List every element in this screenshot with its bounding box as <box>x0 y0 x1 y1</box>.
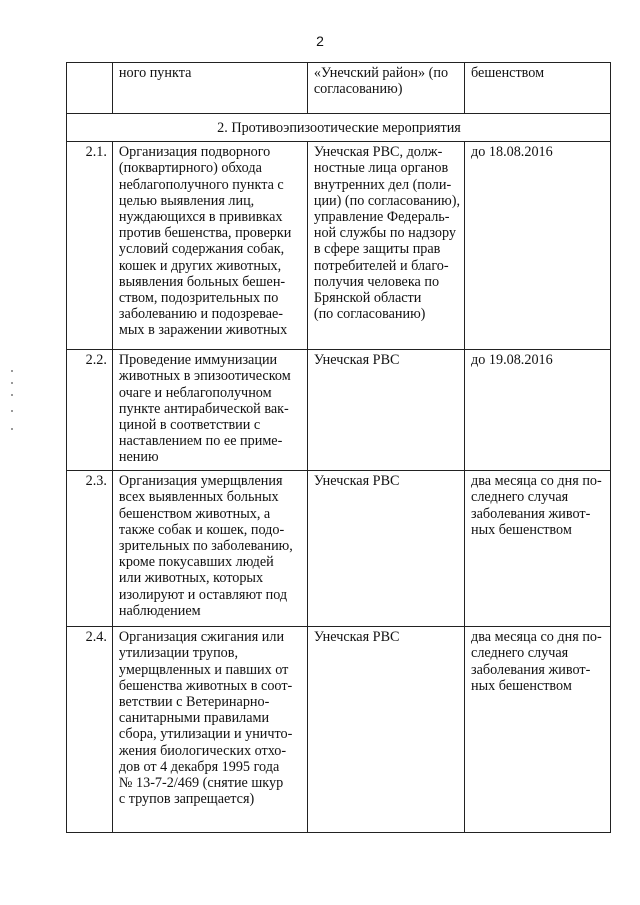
text-line: согласованию) <box>313 81 403 98</box>
responsible-party <box>307 350 464 471</box>
text-line: (по согласованию) <box>313 306 426 323</box>
text-line: до 19.08.2016 <box>471 352 553 369</box>
text-line: зрительных по заболеванию, <box>118 538 293 555</box>
text-line: наставлением по ее приме- <box>118 433 283 450</box>
text-line: дов от 4 декабря 1995 года <box>118 758 280 775</box>
text-line: пункте антирабической вак- <box>118 400 289 417</box>
text-line: нению <box>118 449 159 466</box>
text-line: кроме покусавших людей <box>118 554 274 571</box>
text-line: Организация сжигания или <box>118 629 285 646</box>
text-line: всех выявленных больных <box>118 489 279 506</box>
text-line: потребителей и благо- <box>313 257 449 274</box>
deadline <box>465 63 611 114</box>
text-line: два месяца со дня по- <box>471 473 602 490</box>
text-line: санитарными правилами <box>118 710 270 727</box>
text-line: бешенством <box>471 65 545 81</box>
text-line: Унечская РВС <box>313 629 400 646</box>
text-line: кошек и других животных, <box>118 257 282 274</box>
text-line: Унечская РВС, долж- <box>313 144 443 161</box>
text-line: бешенством животных, а <box>118 505 271 522</box>
text-line: утилизации трупов, <box>118 645 239 662</box>
text-line: Унечская РВС <box>313 473 400 490</box>
text-line: следнего случая <box>471 489 569 506</box>
text-line: циной в соответствии с <box>118 417 261 434</box>
measure-description <box>112 627 307 833</box>
deadline <box>465 142 611 350</box>
text-line: Организация подворного <box>118 144 271 161</box>
text-line: в сфере защиты прав <box>313 241 441 258</box>
row-number: 2.1. <box>67 142 113 350</box>
measure-description <box>112 142 307 350</box>
text-line: неблагополучного пункта с <box>118 176 284 193</box>
text-line: выявления больных бешен- <box>118 273 286 290</box>
text-line: «Унечский район» (по <box>313 65 449 81</box>
row-number <box>67 63 113 114</box>
table-row-continuation <box>67 63 611 114</box>
text-line: заболевания живот- <box>471 661 591 678</box>
text-line: ветствии с Ветеринарно- <box>118 694 270 711</box>
text-line: (поквартирного) обхода <box>118 160 262 177</box>
text-line: сбора, утилизации и уничто- <box>118 726 293 743</box>
row-number: 2.3. <box>67 471 113 627</box>
text-line: очаге и неблагополучном <box>118 384 272 401</box>
margin-marks <box>11 370 15 460</box>
text-line: ных бешенством <box>471 677 572 694</box>
text-line: бешенства животных в соот- <box>118 677 293 694</box>
text-line: до 18.08.2016 <box>471 144 553 161</box>
responsible-party <box>307 63 464 114</box>
deadline <box>465 627 611 833</box>
measure-description <box>112 63 307 114</box>
table-row <box>67 350 611 471</box>
text-line: Брянской области <box>313 290 422 307</box>
text-line: получия человека по <box>313 273 440 290</box>
text-line: нуждающихся в прививках <box>118 209 283 226</box>
text-line: или животных, которых <box>118 570 264 587</box>
text-line: ством, подозрительных по <box>118 290 279 307</box>
table-row <box>67 471 611 627</box>
row-number: 2.4. <box>67 627 113 833</box>
table-row <box>67 627 611 833</box>
table-row <box>67 142 611 350</box>
text-line: ных бешенством <box>471 521 572 538</box>
section-title: 2. Противоэпизоотические мероприятия <box>217 120 461 136</box>
deadline <box>465 350 611 471</box>
page-number: 2 <box>316 33 324 49</box>
text-line: умерщвленных и павших от <box>118 661 289 678</box>
responsible-party <box>307 142 464 350</box>
text-line: животных в эпизоотическом <box>118 368 291 385</box>
measure-description <box>112 350 307 471</box>
text-line: условий содержания собак, <box>118 241 285 258</box>
text-line: следнего случая <box>471 645 569 662</box>
text-line: мых в заражении животных <box>118 322 288 339</box>
section-header-row <box>67 114 611 142</box>
text-line: ции) (по согласованию), <box>313 192 460 209</box>
text-line: внутренних дел (поли- <box>313 176 452 193</box>
text-line: управление Федераль- <box>313 209 450 226</box>
text-line: изолируют и оставляют под <box>118 586 288 603</box>
section-header <box>67 114 611 142</box>
text-line: заболеванию и подозревае- <box>118 306 284 323</box>
deadline <box>465 471 611 627</box>
text-line: Проведение иммунизации <box>118 352 278 369</box>
text-line: с трупов запрещается) <box>118 791 255 808</box>
measure-description <box>112 471 307 627</box>
text-line: № 13-7-2/469 (снятие шкур <box>118 775 284 792</box>
text-line: против бешенства, проверки <box>118 225 292 242</box>
text-line: Унечская РВС <box>313 352 400 369</box>
responsible-party <box>307 471 464 627</box>
text-line: заболевания живот- <box>471 505 591 522</box>
text-line: ностные лица органов <box>313 160 449 177</box>
text-line: жения биологических отхо- <box>118 742 287 759</box>
text-line: два месяца со дня по- <box>471 629 602 646</box>
measures-table <box>66 62 611 833</box>
responsible-party <box>307 627 464 833</box>
text-line: Организация умерщвления <box>118 473 283 490</box>
text-line: наблюдением <box>118 602 201 619</box>
row-number: 2.2. <box>67 350 113 471</box>
text-line: также собак и кошек, подо- <box>118 521 285 538</box>
text-line: ного пункта <box>118 65 192 81</box>
text-line: целью выявления лиц, <box>118 192 255 209</box>
text-line: ной службы по надзору <box>313 225 457 242</box>
